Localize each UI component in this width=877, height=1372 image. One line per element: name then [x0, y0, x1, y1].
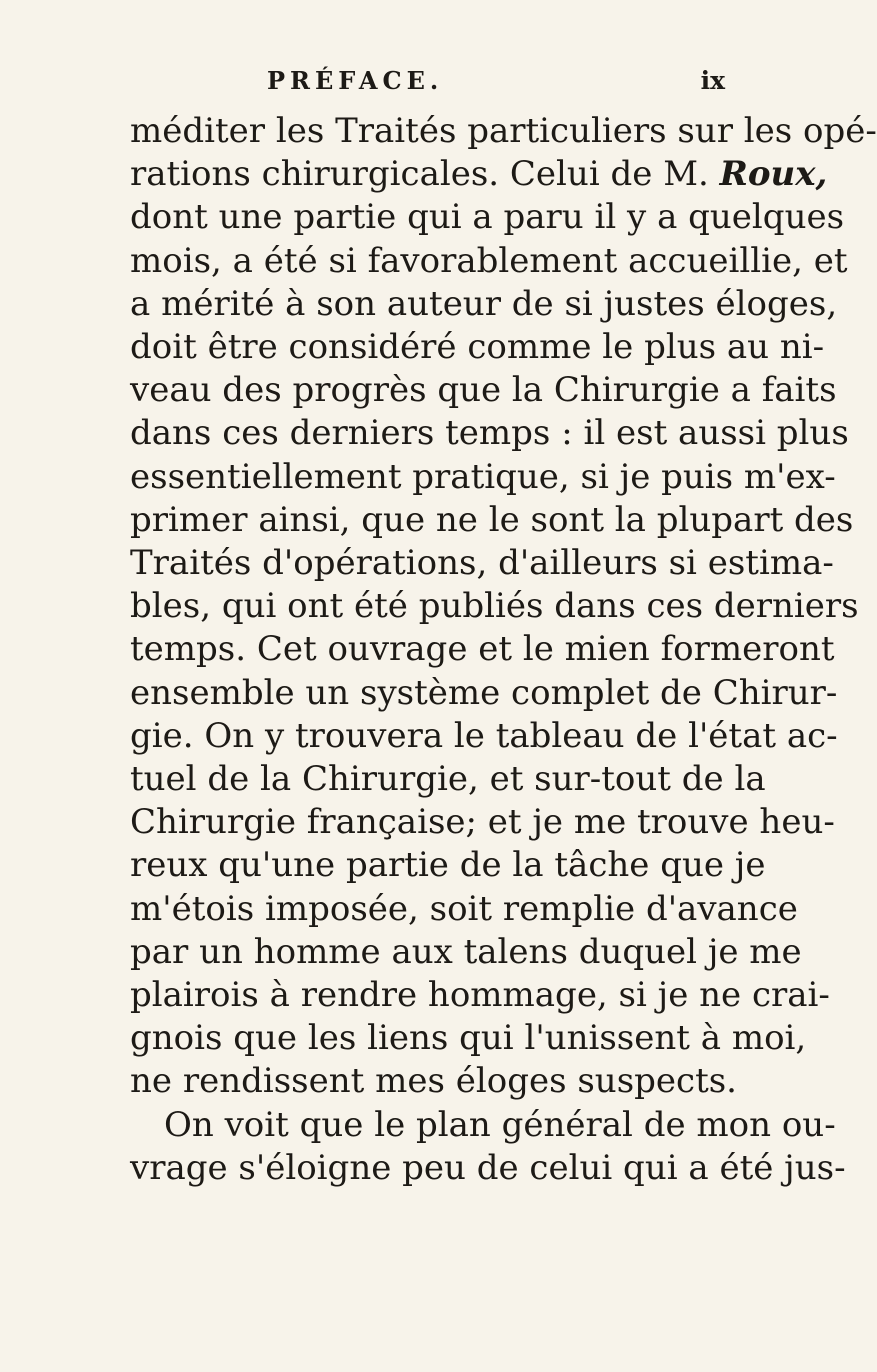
text-line: bles, qui ont été publiés dans ces derniers — [130, 586, 859, 627]
text-line: On voit que le plan général de mon ou- — [164, 1104, 836, 1145]
text-line: Chirurgie française; et je me trouve heu- — [130, 802, 835, 843]
text-line: a mérité à son auteur de si justes éloges, — [130, 283, 838, 324]
text-line: par un homme aux talens duquel je me — [130, 931, 802, 972]
text-line: dans ces derniers temps : il est aussi plus — [130, 413, 849, 454]
text-line: gnois que les liens qui l'unissent à moi, — [130, 1018, 807, 1059]
running-title: PRÉFACE. — [267, 66, 444, 95]
text-line: veau des progrès que la Chirurgie a faits — [130, 370, 837, 411]
text-line: gie. On y trouvera le tableau de l'état ac- — [130, 715, 838, 756]
text-line: ensemble un système complet de Chirur- — [130, 672, 838, 713]
text-line: plairois à rendre hommage, si je ne crai- — [130, 975, 830, 1016]
text-line: dont une partie qui a paru il y a quelques — [130, 197, 845, 238]
text-segment: rations chirurgicales. Celui de M. — [130, 154, 720, 195]
text-line — [130, 153, 828, 196]
text-line: primer ainsi, que ne le sont la plupart des — [130, 499, 854, 540]
text-line: ne rendissent mes éloges suspects. — [130, 1061, 737, 1102]
text-line: Traités d'opérations, d'ailleurs si estima- — [130, 543, 834, 584]
text-line: mois, a été si favorablement accueillie, et — [130, 240, 848, 281]
page-number: ix — [700, 66, 725, 95]
text-line: reux qu'une partie de la tâche que je — [130, 845, 766, 886]
text-line: doit être considéré comme le plus au ni- — [130, 327, 825, 368]
text-line: essentiellement pratique, si je puis m'ex- — [130, 456, 836, 497]
text-line: m'étois imposée, soit remplie d'avance — [130, 888, 798, 929]
text-line: vrage s'éloigne peu de celui qui a été jus- — [130, 1147, 846, 1188]
page-header — [130, 66, 725, 100]
author-name: Roux, — [719, 154, 828, 195]
text-line: temps. Cet ouvrage et le mien formeront — [130, 629, 835, 670]
body-text — [130, 110, 877, 1190]
text-line: méditer les Traités particuliers sur les opé- — [130, 111, 877, 151]
text-line: tuel de la Chirurgie, et sur-tout de la — [130, 759, 766, 800]
